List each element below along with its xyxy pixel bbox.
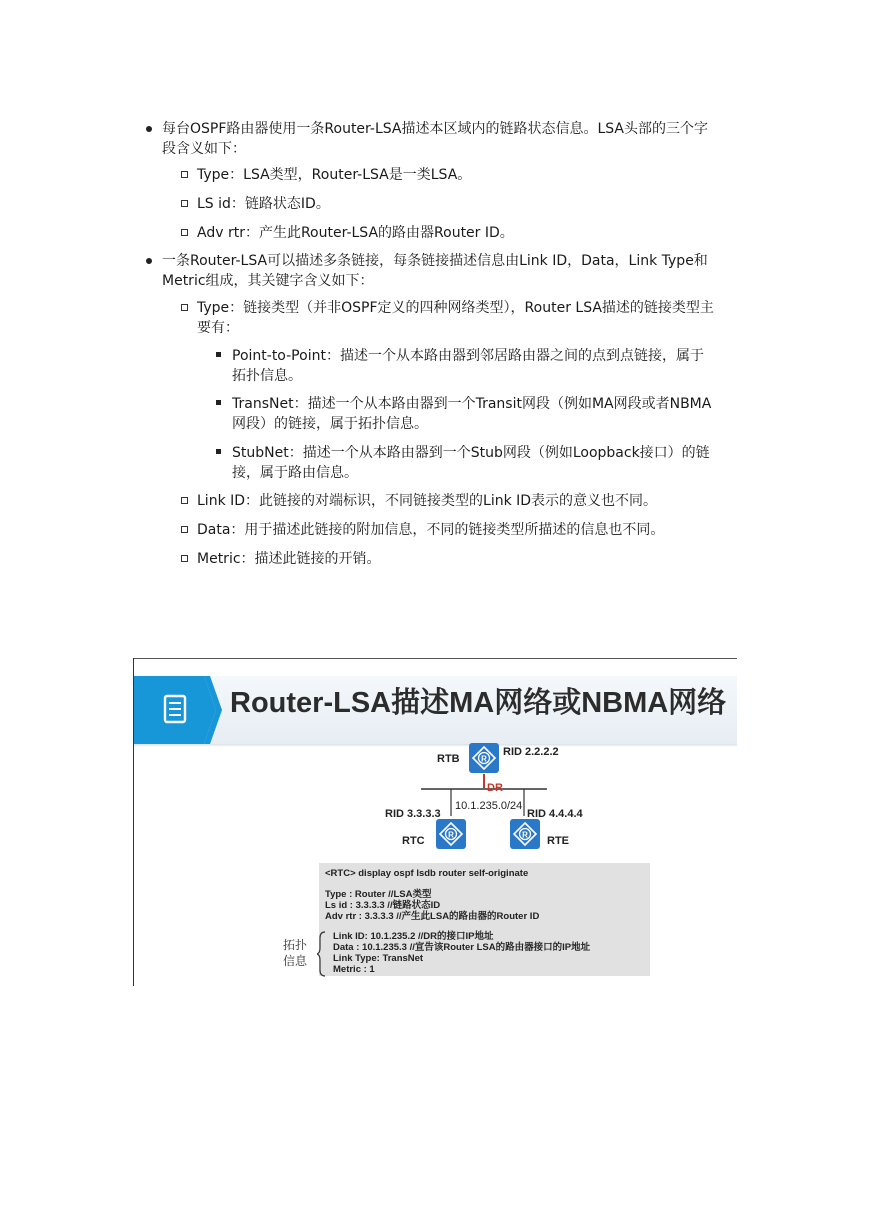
router-icon [468,742,500,774]
cli-line: Link ID: 10.1.235.2 //DR的接口IP地址 [333,931,494,942]
slide-border-top [133,658,737,659]
paragraph-2-line-1: 一条Router-LSA可以描述多条链接，每条链接描述信息由Link ID，Data，Link Type和 [162,253,708,269]
text-content [0,0,869,600]
cli-line: Metric : 1 [333,964,375,975]
slide-border-left [133,658,134,986]
list-item: Link ID：此链接的对端标识，不同链接类型的Link ID表示的意义也不同。 [197,493,658,509]
topology-info-label: 信息 [283,954,308,968]
slide-figure [133,658,737,985]
svg-text:R: R [522,830,528,840]
square-bullet-icon [181,304,188,311]
cli-line: Ls id : 3.3.3.3 //链路状态ID [325,900,441,911]
sub-list-item: Point-to-Point：描述一个从本路由器到邻居路由器之间的点到点链接，属于 [232,348,704,364]
square-bullet-icon [181,171,188,178]
list-item: Data：用于描述此链接的附加信息，不同的链接类型所描述的信息也不同。 [197,522,665,538]
rtc-rid-label: RID 3.3.3.3 [385,808,441,820]
sub-list-item: StubNet：描述一个从本路由器到一个Stub网段（例如Loopback接口）的链 [232,445,710,461]
square-bullet-icon [181,497,188,504]
sub-list-item-continuation: 网段）的链接，属于拓扑信息。 [232,416,428,432]
bullet-icon [146,258,152,264]
rte-rid-label: RID 4.4.4.4 [527,808,583,820]
dr-label: DR [487,782,503,794]
subnet-label: 10.1.235.0/24 [455,800,523,812]
square-bullet-icon [181,200,188,207]
bracket-icon [317,930,327,978]
list-item: Adv rtr：产生此Router-LSA的路由器Router ID。 [197,225,514,241]
cli-line: Link Type: TransNet [333,953,424,964]
slide-title: Router-LSA描述MA网络或NBMA网络 [230,687,727,719]
small-square-bullet-icon [216,352,221,357]
svg-text:R: R [448,830,454,840]
cli-command: <RTC> display ospf lsdb router self-originate [325,868,529,879]
list-item: Type：LSA类型，Router-LSA是一类LSA。 [197,167,472,183]
cli-line: Data : 10.1.235.3 //宣告该Router LSA的路由器接口的IP地址 [333,942,591,953]
svg-text:R: R [481,754,487,764]
list-item: LS id：链路状态ID。 [197,196,330,212]
list-item: Type：链接类型（并非OSPF定义的四种网络类型），Router LSA描述的链接类型主 [197,300,714,316]
small-square-bullet-icon [216,400,221,405]
sub-list-item-continuation: 拓扑信息。 [232,368,302,384]
rtb-label: RTB [437,753,460,765]
paragraph-2-line-2: Metric组成，其关键字含义如下： [162,273,374,289]
list-item: Metric：描述此链接的开销。 [197,551,381,567]
paragraph-1-line-2: 段含义如下： [162,141,246,157]
topology-info-label: 拓扑 [283,938,308,952]
paragraph-1-line-1: 每台OSPF路由器使用一条Router-LSA描述本区域内的链路状态信息。LSA头部的三个字 [162,121,708,137]
square-bullet-icon [181,229,188,236]
router-icon [509,818,541,850]
small-square-bullet-icon [216,449,221,454]
square-bullet-icon [181,526,188,533]
router-icon [435,818,467,850]
sub-list-item: TransNet：描述一个从本路由器到一个Transit网段（例如MA网段或者NBMA [232,396,712,412]
rte-label: RTE [547,835,569,847]
cli-line: Type : Router //LSA类型 [325,889,432,900]
square-bullet-icon [181,555,188,562]
list-item-continuation: 要有： [197,320,239,336]
sub-list-item-continuation: 接，属于路由信息。 [232,465,358,481]
cli-output [319,863,650,976]
rtb-rid-label: RID 2.2.2.2 [503,746,559,758]
cli-line: Adv rtr : 3.3.3.3 //产生此LSA的路由器的Router ID [325,911,540,922]
bullet-icon [146,126,152,132]
rtc-label: RTC [402,835,425,847]
